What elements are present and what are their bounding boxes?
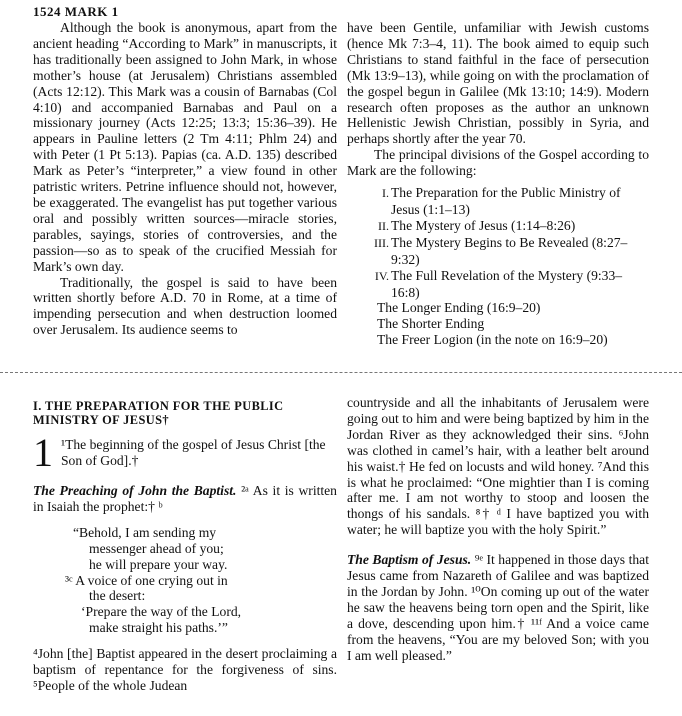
outline-list	[347, 185, 649, 348]
outline-number: II.	[378, 218, 389, 233]
poetry-line: messenger ahead of you;	[89, 540, 224, 556]
outline-number: I.	[382, 186, 389, 201]
verse-1: ¹The beginning of the gospel of Jesus Christ [the Son of God].†	[61, 437, 326, 468]
intro-paragraph: Traditionally, the gospel is said to have been written shortly before A.D. 70 in Rome, at a time of impending persecution and when destruction loomed over Jerusalem. Its audience seems to	[33, 274, 337, 338]
spacer	[347, 538, 649, 552]
subheading: The Preaching of John the Baptist.	[33, 483, 237, 498]
intro-paragraph: The principal divisions of the Gospel according to Mark are the following:	[347, 147, 649, 179]
verse-2	[33, 483, 337, 515]
outline-item	[347, 218, 649, 235]
scripture-right-column	[347, 395, 649, 664]
outline-item: The Longer Ending (16:9–20)	[377, 300, 541, 316]
scripture-left-column	[33, 395, 337, 694]
outline-number: IV.	[374, 268, 389, 283]
outline-item: The Freer Logion (in the note on 16:9–20)	[377, 332, 608, 348]
subheading: The Baptism of Jesus.	[347, 552, 472, 568]
verses-9-11-text: ⁹ᵉ It happened in those days that Jesus came from Nazareth of Galilee and was baptized in the Jordan by John. ¹⁰On coming up out of the water he saw the heavens being torn open and the Spirit, like a dove, descending upon him.† ¹¹ᶠ And a voice came from the heavens, “You are my beloved Son; with you I am well pleased.”	[347, 552, 649, 663]
intro-paragraph: have been Gentile, unfamiliar with Jewish customs (hence Mk 7:3–4, 11). The book aimed to equip such Christians to stand faithful in the face of persecution (Mk 13:9–13), while going on with the proclamation of the gospel begun in Galilee (Mk 13:10; 14:9). Modern research often proposes as the author an unknown Hellenistic Jewish Christian, possibly in Syria, and perhaps shortly after the year 70.	[347, 20, 649, 147]
running-head: 1524 MARK 1	[33, 4, 119, 19]
poetry-line: he will prepare your way.	[89, 556, 228, 572]
outline-text: The Mystery Begins to Be Revealed (8:27–9:32)	[391, 234, 628, 267]
outline-item	[347, 268, 649, 301]
outline-text: The Preparation for the Public Ministry of Jesus (1:1–13)	[391, 185, 621, 217]
intro-paragraph: Although the book is anonymous, apart from the ancient heading “According to Mark” in manuscripts, it has traditionally been assigned to John Mark, in whose mother’s house (at Jerusalem) Christians assembled (Acts 12:12). This Mark was a cousin of Barnabas (Col 4:10) and accompanied Barnabas and Paul on a missionary journey (Acts 12:25; 13:3; 15:36–39). He appears in Pauline letters (2 Tm 4:11; Phlm 24) and with Peter (1 Pt 5:13). Papias (ca. A.D. 135) described Mark as Peter’s “interpreter,” a view found in other patristic writers. Petrine influence should not, however, be exaggerated. The evangelist has put together various oral and possibly written sources—miracle stories, parables, sayings, stories of controversies, and the passion—so as to speak of the crucified Messiah for Mark’s own day.	[33, 20, 337, 274]
outline-item	[347, 185, 649, 218]
poetry-line: the desert:	[89, 588, 146, 604]
poetry-line: make straight his paths.’”	[89, 620, 228, 636]
chapter-number: 1	[33, 430, 53, 475]
outline-text: The Mystery of Jesus (1:14–8:26)	[391, 217, 576, 233]
verse-4-5: ⁴John [the] Baptist appeared in the desert proclaiming a baptism of repentance for the forgiveness of sins. ⁵People of the whole Judean	[33, 646, 337, 693]
poetry-line: ‘Prepare the way of the Lord,	[81, 604, 242, 620]
section-divider	[0, 372, 682, 373]
chapter-start	[33, 430, 337, 475]
verse-2-text: ²ᵃ As it is written in Isaiah the prophet:† ᵇ	[33, 483, 337, 514]
outline-text: The Full Revelation of the Mystery (9:33–16:8)	[391, 267, 623, 300]
outline-number: III.	[374, 235, 389, 250]
verses-9-11	[347, 552, 649, 663]
poetry-line: “Behold, I am sending my	[73, 524, 217, 540]
poetry-line: ³ᶜ A voice of one crying out in	[65, 572, 228, 588]
intro-left-column	[33, 20, 337, 338]
intro-right-column	[347, 20, 649, 348]
outline-item: The Shorter Ending	[377, 316, 485, 332]
outline-item	[347, 235, 649, 268]
verses-5-8: countryside and all the inhabitants of Jerusalem were going out to him and were being baptized by him in the Jordan River as they acknowledged their sins. ⁶John was clothed in camel’s hair, with a leather belt around his waist.† He fed on locusts and wild honey. ⁷And this is what he proclaimed: “One mightier than I is coming after me. I am not worthy to stoop and loosen the thongs of his sandals. ⁸† ᵈ I have baptized you with water; he will baptize you with the holy Spirit.”	[347, 395, 649, 538]
poetry-block	[33, 525, 337, 636]
section-heading: I. THE PREPARATION FOR THE PUBLIC MINISTRY OF JESUS†	[33, 399, 284, 427]
